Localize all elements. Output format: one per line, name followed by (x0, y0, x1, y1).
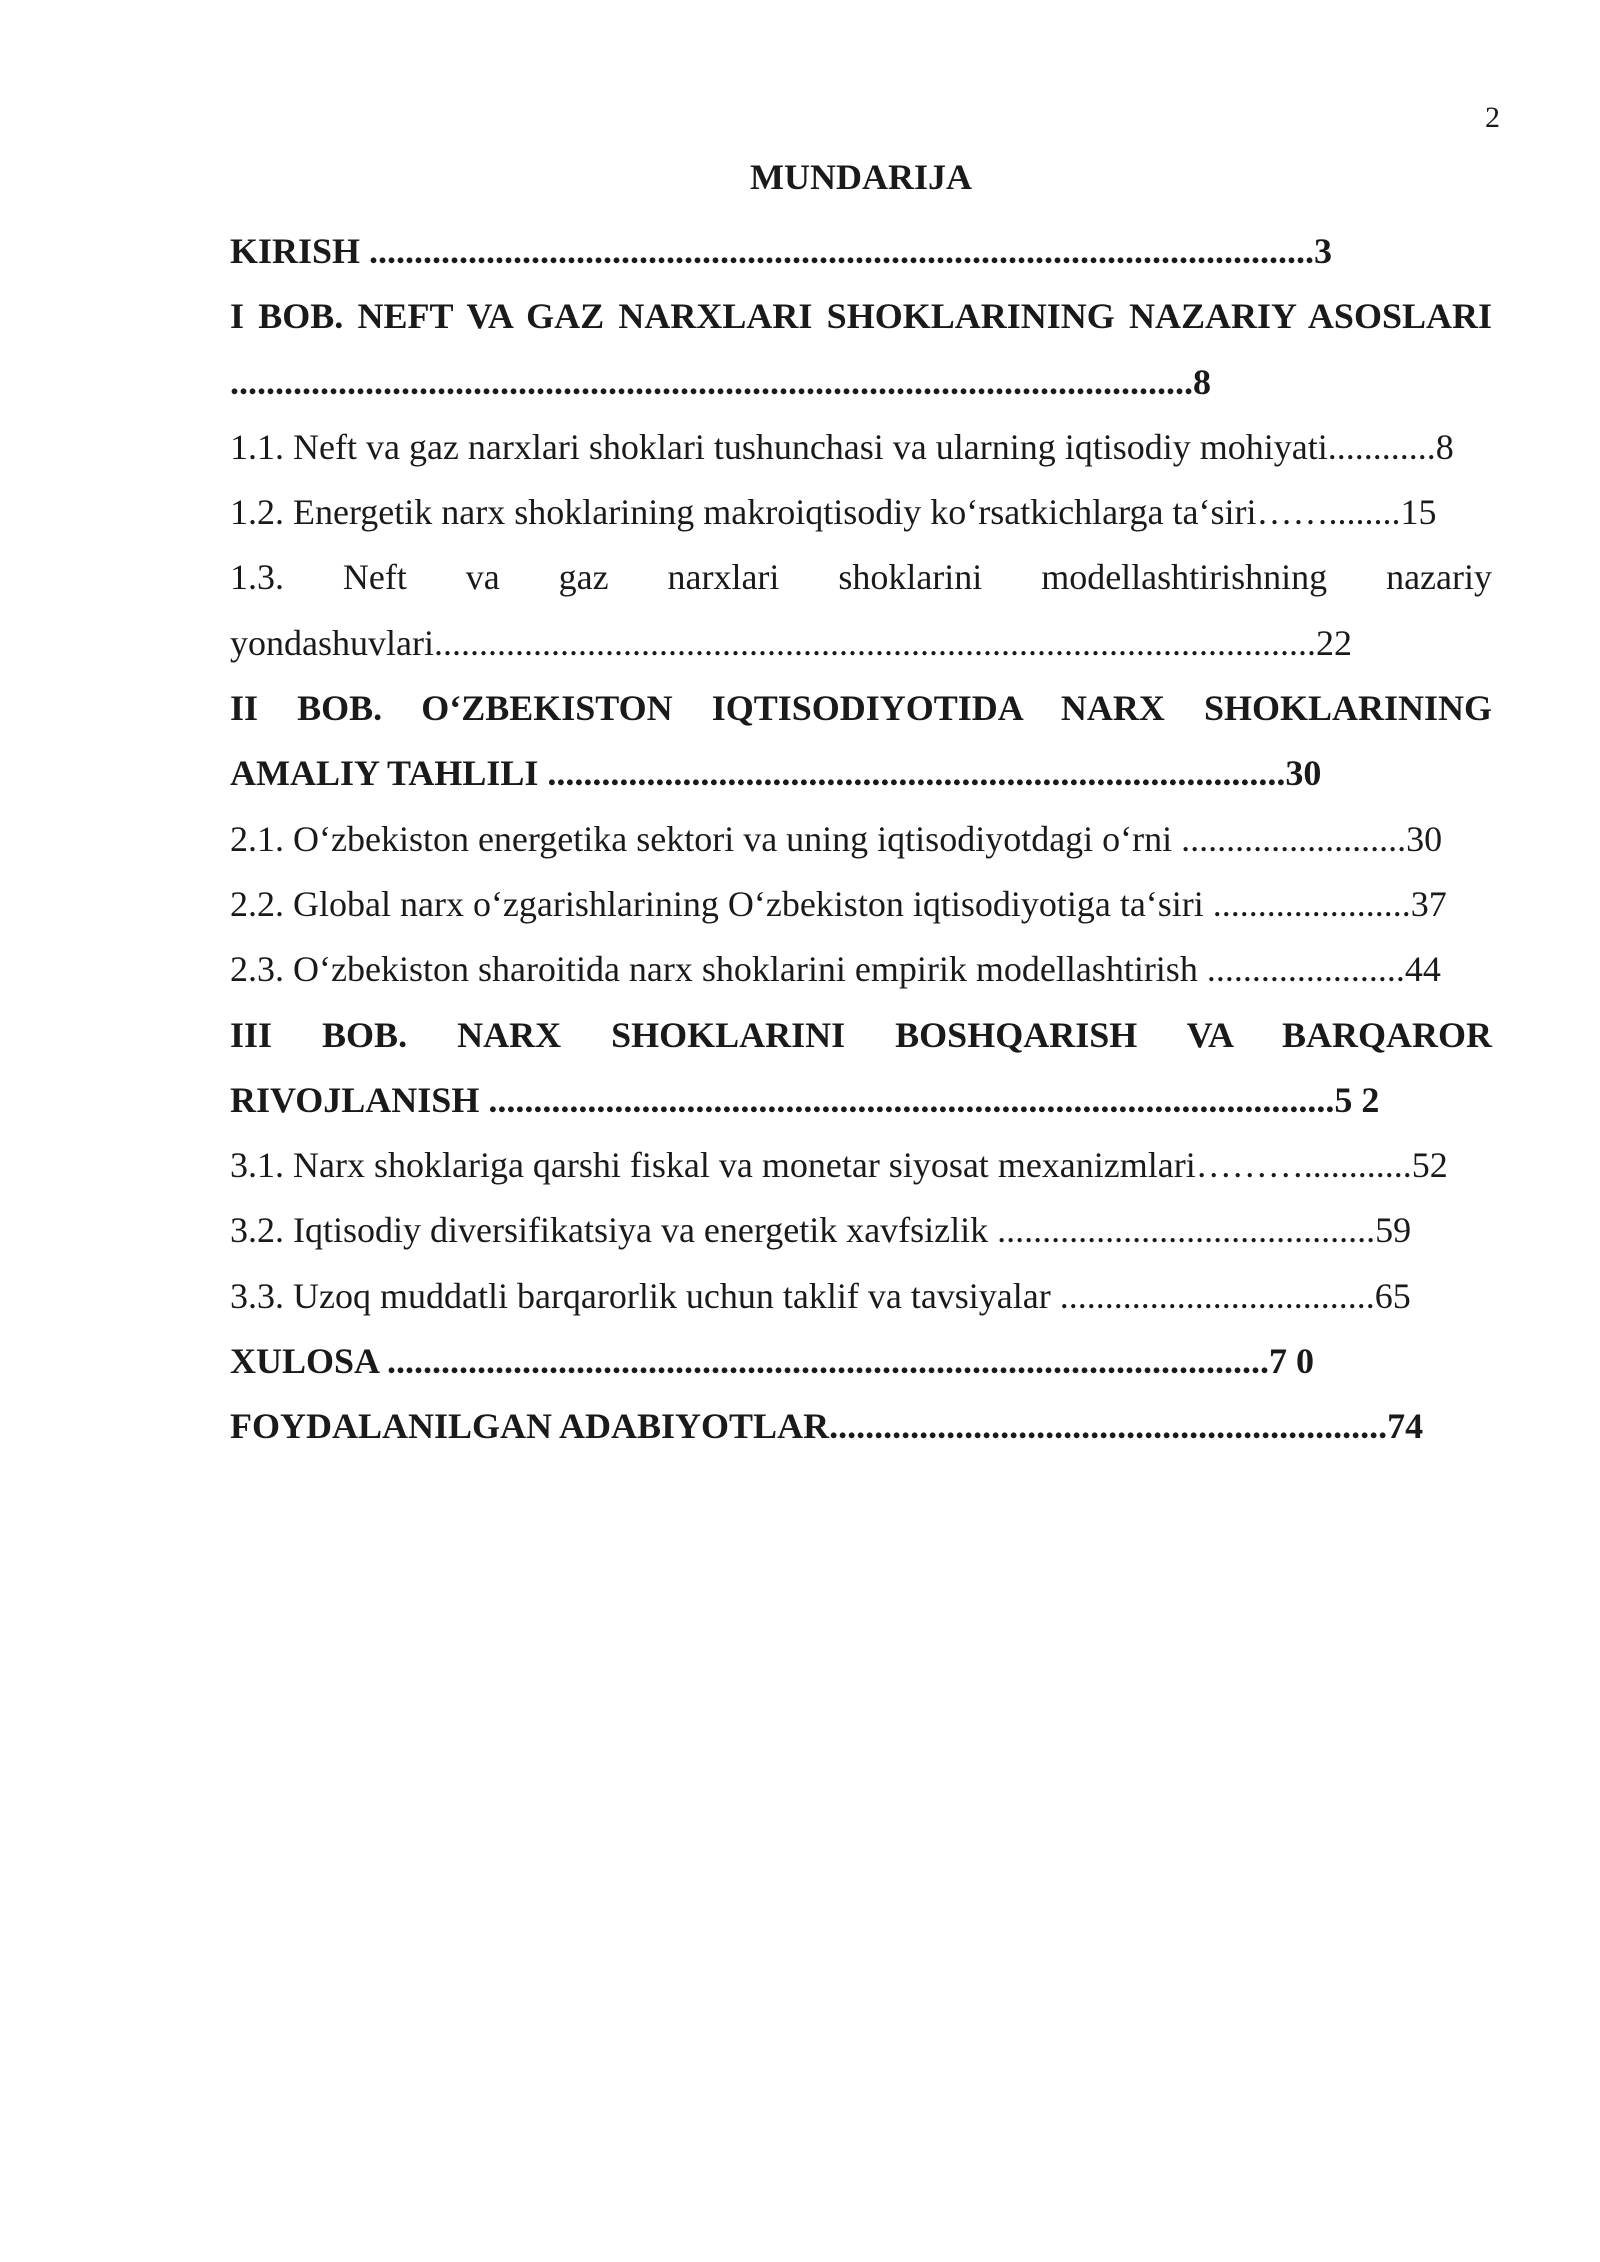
toc-entry-section-3-2: 3.2. Iqtisodiy diversifikatsiya va energetik xavfsizlik ..........................................59 (230, 1210, 1412, 1251)
toc-entry-section-1-2: 1.2. Energetik narx shoklarining makroiqtisodiy ko‘rsatkichlarga ta‘siri……........15 (230, 492, 1437, 533)
toc-entry-section-3-1: 3.1. Narx shoklariga qarshi fiskal va monetar siyosat mexanizmlari………............52 (230, 1145, 1448, 1186)
toc-entry-section-2-3: 2.3. O‘zbekiston sharoitida narx shoklarini empirik modellashtirish ......................44 (230, 949, 1441, 990)
toc-entry-conclusion: XULOSA ..................................................................................................7 0 (230, 1341, 1315, 1382)
toc-entry-chapter-1: I BOB. NEFT VA GAZ NARXLARI SHOKLARINING NAZARIY ASOSLARI ...........................................................................................................8 (230, 296, 1492, 402)
toc-entry-section-1-1: 1.1. Neft va gaz narxlari shoklari tushunchasi va ularning iqtisodiy mohiyati............8 (230, 426, 1454, 467)
toc-entry-references: FOYDALANILGAN ADABIYOTLAR..............................................................74 (230, 1406, 1424, 1447)
toc-entry-section-2-2: 2.2. Global narx o‘zgarishlarining O‘zbekiston iqtisodiyotiga ta‘siri ......................37 (230, 883, 1447, 924)
page-number: 2 (1485, 101, 1500, 134)
page-title: MUNDARIJA (750, 157, 972, 197)
toc-entry-chapter-3: III BOB. NARX SHOKLARINI BOSHQARISH VA BARQAROR RIVOJLANISH ..............................................................................................5 2 (230, 1014, 1492, 1120)
toc-entry-section-2-1: 2.1. O‘zbekiston energetika sektori va uning iqtisodiyotdagi o‘rni .........................30 (230, 818, 1443, 859)
toc-entry-chapter-2: II BOB. O‘ZBEKISTON IQTISODIYOTIDA NARX SHOKLARINING AMALIY TAHLILI ..................................................................................30 (230, 688, 1492, 794)
toc-entry-introduction: KIRISH .........................................................................................................3 (230, 231, 1333, 271)
toc-entry-section-1-3: 1.3. Neft va gaz narxlari shoklarini modellashtirishning nazariy yondashuvlari..................................................................................................22 (230, 557, 1492, 663)
table-of-contents (230, 219, 1492, 1460)
toc-entry-section-3-3: 3.3. Uzoq muddatli barqarorlik uchun taklif va tavsiyalar ...................................65 (230, 1275, 1411, 1316)
